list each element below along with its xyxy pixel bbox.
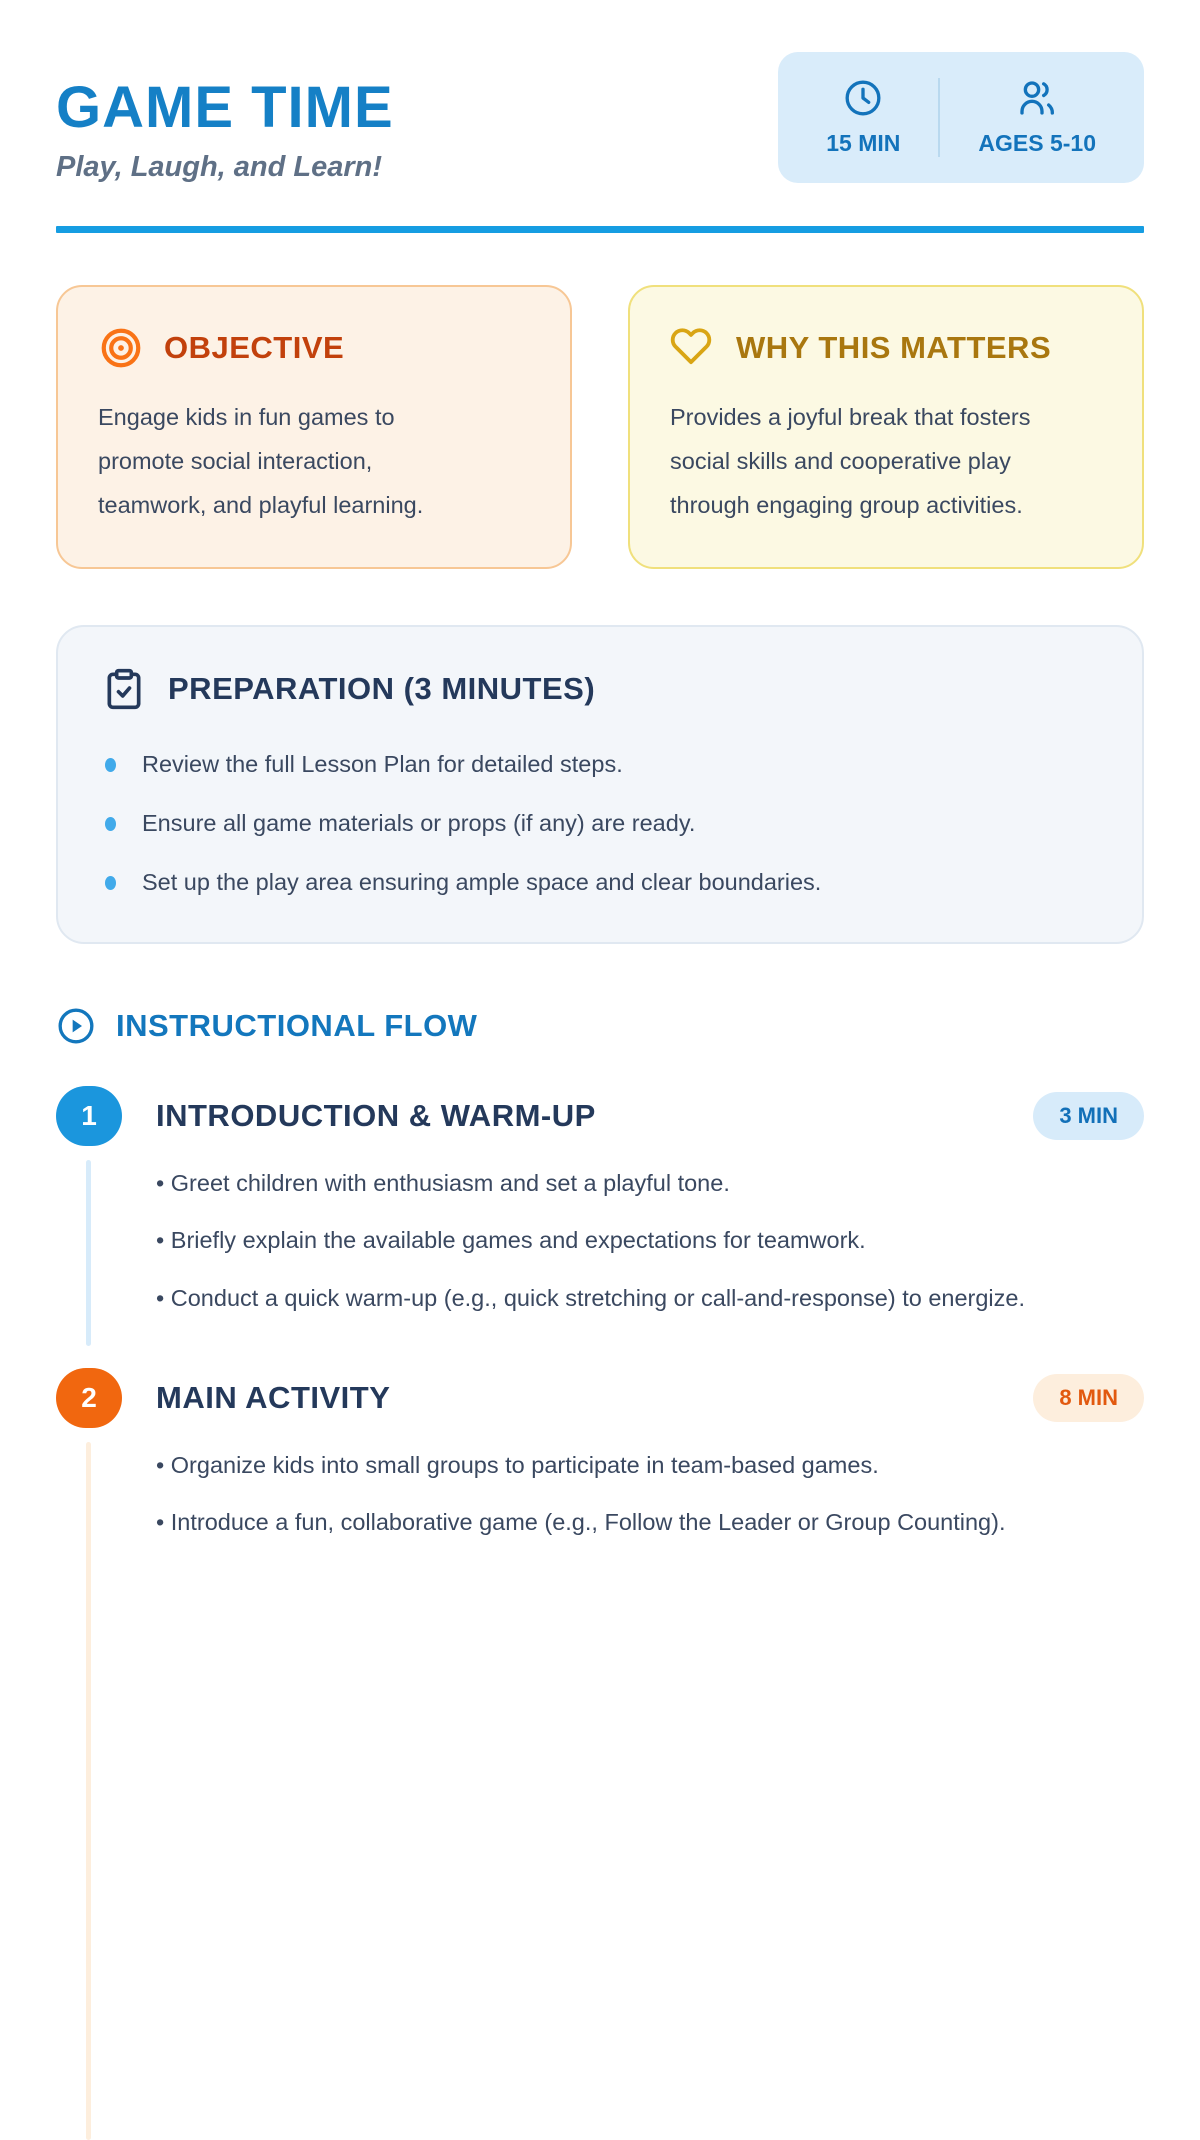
step-bullet-list: [156, 1166, 1144, 1316]
preparation-item: Review the full Lesson Plan for detailed steps.: [102, 735, 1098, 794]
instructional-flow-title: INSTRUCTIONAL FLOW: [116, 1008, 478, 1043]
why-body: Provides a joyful break that fosters social skills and cooperative play through engaging group activities.: [670, 404, 1031, 519]
step-header: [156, 1092, 1144, 1140]
step-duration-badge: 3 MIN: [1033, 1092, 1144, 1140]
flow-step-2: [56, 1374, 1144, 1541]
why-card-header: [670, 325, 1102, 371]
flow-step-1: [56, 1092, 1144, 1316]
page-subtitle: Play, Laugh, and Learn!: [56, 151, 383, 183]
clipboard-check-icon: [102, 667, 146, 711]
header-titles: [56, 52, 394, 184]
objective-card: [56, 285, 572, 569]
step-connector-line: [86, 1160, 91, 1346]
objective-card-header: [98, 325, 530, 371]
page-title: GAME TIME: [56, 75, 394, 140]
preparation-item: Set up the play area ensuring ample space and clear boundaries.: [102, 853, 1098, 912]
instructional-flow-header: [56, 1006, 1144, 1046]
step-bullet: • Briefly explain the available games and expectations for teamwork.: [156, 1223, 1101, 1258]
step-header: [156, 1374, 1144, 1422]
header: [56, 0, 1144, 184]
duration-label: 15 MIN: [826, 130, 901, 156]
ages-label: AGES 5-10: [978, 130, 1096, 156]
step-bullet: • Organize kids into small groups to participate in team-based games.: [156, 1448, 1101, 1483]
preparation-header: [102, 667, 1098, 711]
duration-meta: [788, 78, 938, 157]
objective-body: Engage kids in fun games to promote social interaction, teamwork, and playful learning.: [98, 404, 424, 519]
clock-icon: [843, 78, 883, 118]
step-title: INTRODUCTION & WARM-UP: [156, 1098, 596, 1133]
preparation-title: PREPARATION (3 MINUTES): [168, 671, 596, 706]
step-content: [156, 1092, 1144, 1316]
summary-cards: [56, 285, 1144, 569]
header-divider: [56, 226, 1144, 233]
step-number-badge: 2: [56, 1368, 122, 1428]
preparation-list: [102, 735, 1098, 912]
users-icon: [1017, 78, 1057, 118]
meta-badge: [778, 52, 1144, 183]
step-connector-line: [86, 1442, 91, 2140]
preparation-item: Ensure all game materials or props (if any) are ready.: [102, 794, 1098, 853]
heart-icon: [670, 325, 716, 371]
step-title: MAIN ACTIVITY: [156, 1379, 391, 1415]
ages-meta: [938, 78, 1134, 157]
play-circle-icon: [56, 1006, 96, 1046]
step-bullet-list: [156, 1448, 1144, 1541]
step-bullet: • Introduce a fun, collaborative game (e.g., Follow the Leader or Group Counting).: [156, 1505, 1101, 1540]
step-content: [156, 1374, 1144, 1541]
step-bullet: • Greet children with enthusiasm and set a playful tone.: [156, 1166, 1101, 1201]
objective-title: OBJECTIVE: [164, 330, 345, 365]
step-number-badge: 1: [56, 1086, 122, 1146]
target-icon: [98, 325, 144, 371]
preparation-card: [56, 625, 1144, 944]
why-title: WHY THIS MATTERS: [736, 330, 1052, 365]
step-bullet: • Conduct a quick warm-up (e.g., quick stretching or call-and-response) to energize.: [156, 1281, 1101, 1316]
step-duration-badge: 8 MIN: [1033, 1374, 1144, 1422]
why-this-matters-card: [628, 285, 1144, 569]
